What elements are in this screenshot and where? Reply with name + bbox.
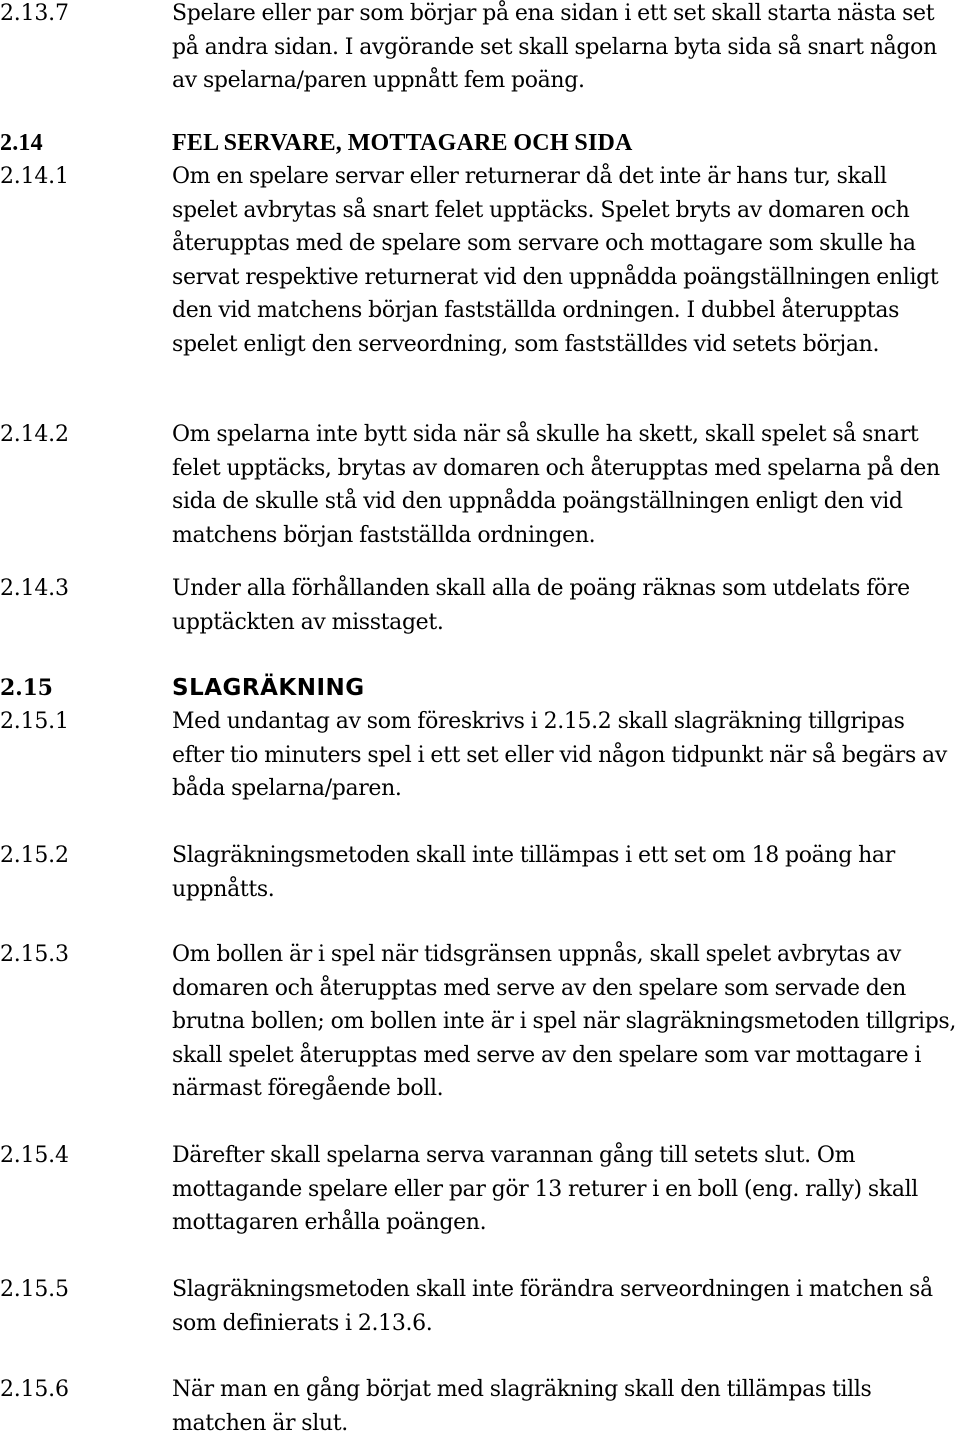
section-text: När man en gång börjat med slagräkning skall den tillämpas tills matchen är slut. [172,1377,872,1436]
section-text: Om spelarna inte bytt sida när så skulle ha skett, skall spelet så snart felet upptäcks, brytas av domaren och återupptas med spelarna på den sida de skulle stå vid den uppnådda poängställningen enligt den vid matchens början fastställda ordningen. [172,422,940,548]
section-text: Om en spelare servar eller returnerar då det inte är hans tur, skall spelet avbrytas så snart felet upptäcks. Spelet bryts av domaren och återupptas med de spelare som servare och mottagare som skulle ha servat respektive returnerat vid den uppnådda poängställningen enligt den vid matchens början fastställda ordningen. I dubbel återupptas spelet enligt den serveordning, som fastställdes vid setets början. [172,164,939,357]
section-number: 2.15.1 [0,709,69,734]
section-number: 2.15.5 [0,1277,69,1302]
section-number: 2.14.2 [0,422,69,447]
section-text: Slagräkningsmetoden skall inte förändra serveordningen i matchen så som definierats i 2.13.6. [172,1277,933,1336]
section-number: 2.15.6 [0,1377,69,1402]
section-number: 2.14 [0,130,43,156]
section-number: 2.13.7 [0,1,69,26]
section-heading: SLAGRÄKNING [172,675,365,701]
section-number: 2.15.4 [0,1143,69,1168]
section-heading: FEL SERVARE, MOTTAGARE OCH SIDA [172,130,633,156]
section-number: 2.14.1 [0,164,69,189]
section-text: Därefter skall spelarna serva varannan gång till setets slut. Om mottagande spelare eller par gör 13 returer i en boll (eng. rally) skall mottagaren erhålla poängen. [172,1143,918,1235]
section-number: 2.15 [0,675,53,701]
section-text: Med undantag av som föreskrivs i 2.15.2 skall slagräkning tillgripas efter tio minuters spel i ett set eller vid någon tidpunkt när så begärs av båda spelarna/paren. [172,709,947,801]
section-number: 2.15.3 [0,942,69,967]
section-number: 2.15.2 [0,843,69,868]
section-text: Slagräkningsmetoden skall inte tillämpas i ett set om 18 poäng har uppnåtts. [172,843,895,902]
section-text: Under alla förhållanden skall alla de poäng räknas som utdelats före upptäckten av misstaget. [172,576,910,635]
section-text: Spelare eller par som börjar på ena sidan i ett set skall starta nästa set på andra sidan. I avgörande set skall spelarna byta sida så snart någon av spelarna/paren uppnått fem poäng. [172,1,937,93]
section-number: 2.14.3 [0,576,69,601]
section-text: Om bollen är i spel när tidsgränsen uppnås, skall spelet avbrytas av domaren och återupptas med serve av den spelare som servade den brutna bollen; om bollen inte är i spel när slagräkningsmetoden tillgrips, skall spelet återupptas med serve av den spelare som var mottagare i närmast föregående boll. [172,942,957,1101]
